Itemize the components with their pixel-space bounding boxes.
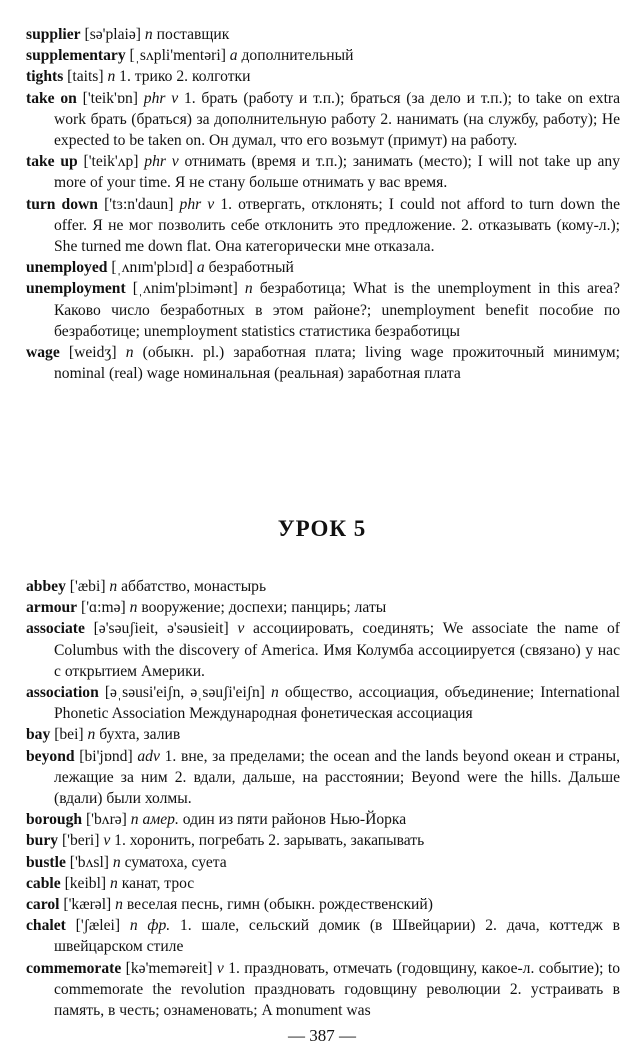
entry-bay [26, 724, 620, 745]
definition: вооружение; доспехи; панцирь; латы [141, 599, 387, 617]
entry-unemployed [26, 257, 620, 278]
part-of-speech: n амер. [130, 811, 179, 829]
vocabulary-list-lesson-5 [26, 576, 620, 1021]
definition: канат, трос [121, 874, 195, 892]
transcription: [ə'səuʃieit, ə'səusieit] [93, 620, 229, 638]
definition: поставщик [156, 26, 230, 43]
entry-turn-down [26, 194, 620, 258]
headword: take on [26, 89, 77, 107]
entry-wage [26, 342, 620, 384]
definition: бухта, залив [99, 726, 181, 744]
definition: веселая песнь, гимн (обыкн. рождественский) [126, 896, 433, 914]
definition: безработица; What is the unemployment in this area? Каково число безработных в этом районе?; unemployment benefit пособие по безработице; unemployment statistics статистика безработицы [54, 280, 620, 340]
transcription: [keibl] [64, 874, 107, 892]
transcription: ['ʃælei] [75, 917, 121, 935]
transcription: [bi'jɒnd] [79, 747, 133, 765]
definition: 1. вне, за пределами; the ocean and the lands beyond океан и страны, лежащие за ним 2. вдали, дальше, на расстоянии; Beyond were the hills. Дальше (вдали) были холмы. [54, 747, 621, 808]
part-of-speech: phr v [144, 153, 179, 171]
definition: 1. праздновать, отмечать (годовщину, какое-л. событие); to commemorate the revolution праздновать годовщину революции 2. устраивать в память, в честь; ознаменовать; A monument was [54, 959, 621, 1020]
definition: аббатство, монастырь [121, 578, 267, 595]
part-of-speech: a [229, 47, 238, 65]
page-number: — 387 — [288, 1026, 356, 1045]
part-of-speech: n [115, 896, 123, 914]
definition: один из пяти районов Нью-Йорка [182, 811, 407, 829]
transcription: [kə'meməreit] [125, 959, 213, 977]
definition: отнимать (время и т.п.); занимать (место); I will not take up any more of your time. Я не стану больше отнимать у вас время. [54, 153, 621, 192]
transcription: [bei] [54, 726, 84, 744]
part-of-speech: n [109, 578, 118, 595]
part-of-speech: n [112, 853, 121, 871]
transcription: [weidʒ] [68, 344, 117, 362]
part-of-speech: n [271, 684, 279, 702]
part-of-speech: n [107, 68, 116, 86]
transcription: ['teik'ʌp] [83, 153, 139, 171]
transcription: ['kærəl] [63, 896, 112, 914]
part-of-speech: v [103, 832, 111, 850]
part-of-speech: a [196, 259, 205, 277]
entry-unemployment [26, 278, 620, 342]
entry-bustle [26, 852, 620, 873]
transcription: ['tɜ:n'daun] [104, 195, 174, 213]
part-of-speech: n фр. [129, 917, 171, 935]
headword: chalet [26, 917, 66, 935]
entry-supplier [26, 24, 620, 45]
entry-tights [26, 66, 620, 87]
part-of-speech: phr v [179, 195, 215, 213]
definition: 1. отвергать, отклонять; I could not afford to turn down the offer. Я не мог позволить себе отклонить это предложение. 2. отказывать (кому-л.); She turned me down flat. Она категорически мне отказала. [54, 195, 620, 256]
transcription: [taits] [67, 68, 104, 86]
part-of-speech: n [87, 726, 96, 744]
headword: bay [26, 726, 51, 744]
entry-chalet [26, 915, 620, 957]
headword: commemorate [26, 959, 122, 977]
headword: take up [26, 153, 78, 171]
part-of-speech: n [110, 874, 118, 892]
definition: дополнительный [241, 47, 354, 65]
headword: tights [26, 68, 64, 86]
entry-take-on [26, 88, 620, 152]
entry-associate [26, 618, 620, 682]
headword: bury [26, 832, 59, 850]
transcription: [əˌsəusi'eiʃn, əˌsəuʃi'eiʃn] [104, 684, 265, 702]
headword: association [26, 684, 99, 702]
transcription: ['beri] [61, 832, 100, 850]
transcription: [ˌʌnim'plɔimənt] [132, 280, 238, 298]
part-of-speech: v [237, 620, 245, 638]
headword: supplier [26, 26, 81, 43]
entry-take-up [26, 151, 620, 193]
definition: общество, ассоциация, объединение; International Phonetic Association Международная фонетическая ассоциация [54, 684, 620, 723]
entry-beyond [26, 746, 620, 810]
transcription: ['bʌrə] [85, 811, 127, 829]
transcription: ['teik'ɒn] [82, 89, 138, 107]
transcription: ['æbi] [69, 578, 106, 595]
definition: суматоха, суета [124, 853, 227, 871]
headword: cable [26, 874, 61, 892]
headword: wage [26, 344, 60, 362]
headword: unemployed [26, 259, 108, 277]
part-of-speech: v [216, 959, 224, 977]
entry-supplementary [26, 45, 620, 66]
vocabulary-list-top [26, 24, 620, 384]
entry-borough [26, 809, 620, 830]
headword: borough [26, 811, 83, 829]
entry-commemorate [26, 958, 620, 1022]
entry-carol [26, 894, 620, 915]
part-of-speech: n [125, 344, 134, 362]
definition: 1. трико 2. колготки [119, 68, 251, 86]
headword: unemployment [26, 280, 126, 298]
entry-association [26, 682, 620, 724]
headword: turn down [26, 195, 98, 213]
headword: beyond [26, 747, 75, 765]
part-of-speech: adv [137, 747, 160, 765]
transcription: [ˌʌnɪm'plɔɪd] [111, 259, 193, 277]
definition: 1. хоронить, погребать 2. зарывать, закапывать [114, 832, 425, 850]
entry-abbey [26, 576, 620, 597]
definition: 1. шале, сельский домик (в Швейцарии) 2. дача, коттедж в швейцарском стиле [54, 917, 620, 956]
part-of-speech: n [244, 280, 253, 298]
part-of-speech: n [129, 599, 138, 617]
headword: supplementary [26, 47, 126, 65]
part-of-speech: n [144, 26, 153, 43]
transcription: [ˌsʌpli'mentəri] [129, 47, 226, 65]
headword: armour [26, 599, 78, 617]
definition: (обыкн. pl.) заработная плата; living wage прожиточный минимум; nominal (real) wage номинальная (реальная) заработная плата [54, 344, 620, 383]
headword: associate [26, 620, 85, 638]
headword: abbey [26, 578, 66, 595]
part-of-speech: phr v [143, 89, 179, 107]
entry-cable [26, 873, 620, 894]
entry-bury [26, 830, 620, 851]
headword: bustle [26, 853, 66, 871]
headword: carol [26, 896, 60, 914]
transcription: [sə'plaiə] [84, 26, 141, 43]
transcription: ['ɑ:mə] [81, 599, 126, 617]
definition: ассоциировать, соединять; We associate the name of Columbus with the discovery of America. Имя Колумба ассоциируется (связано) у нас с открытием Америки. [54, 620, 620, 680]
lesson-title: УРОК 5 [277, 516, 367, 541]
transcription: ['bʌsl] [69, 853, 109, 871]
definition: 1. брать (работу и т.п.); браться (за дело и т.п.); to take on extra work брать (браться) за дополнительную работу 2. нанимать (на службу, работу); He expected to be taken on. Он думал, что его возьмут (примут) на работу. [54, 89, 621, 150]
entry-armour [26, 597, 620, 618]
definition: безработный [208, 259, 294, 277]
